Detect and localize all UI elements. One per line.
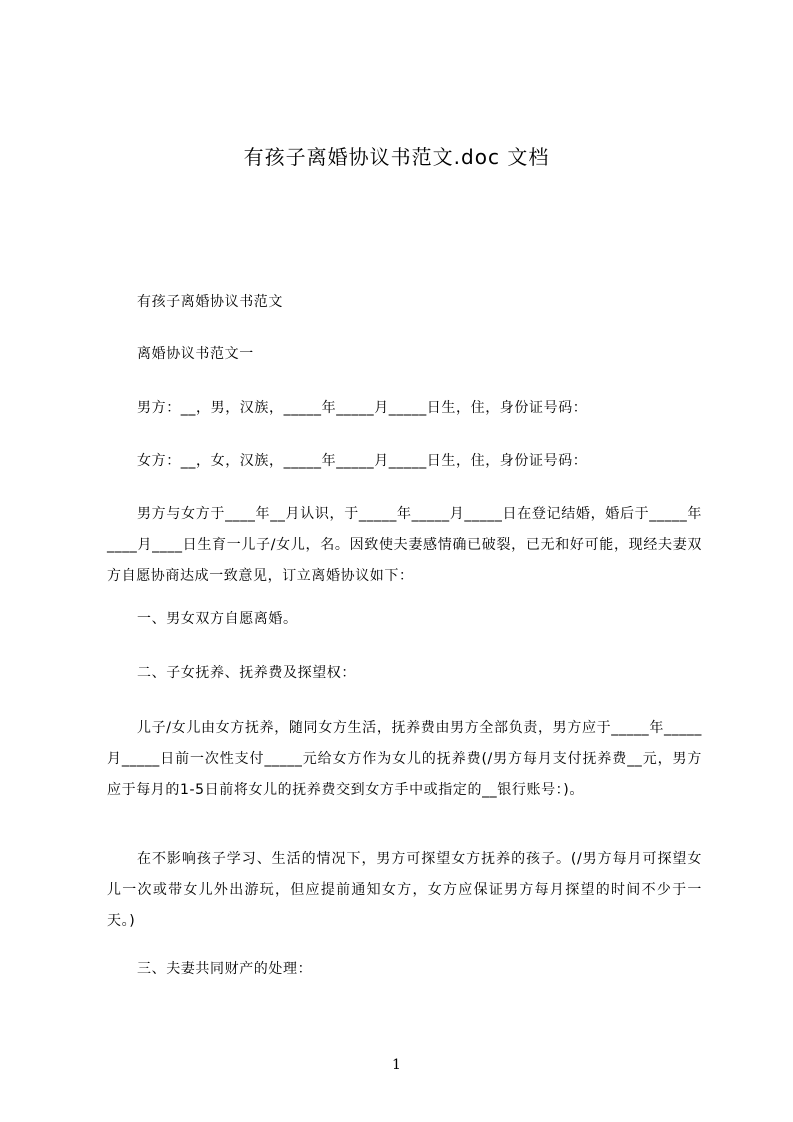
marriage-background-paragraph: 男方与女方于____年__月认识，于_____年_____月_____日在登记结婚，婚后于_____年____月____日生育一儿子/女儿，名。因致使夫妻感情确已破裂，已无和好可能，现经夫妻双方自愿协商达成一致意见，订立离婚协议如下： xyxy=(107,506,702,584)
visitation-paragraph: 在不影响孩子学习、生活的情况下，男方可探望女方抚养的孩子。(/男方每月可探望女儿一次或带女儿外出游玩，但应提前通知女方，女方应保证男方每月探望的时间不少于一天。) xyxy=(107,851,702,929)
section-heading: 有孩子离婚协议书范文 xyxy=(137,294,283,310)
child-custody-paragraph: 儿子/女儿由女方抚养，随同女方生活，抚养费由男方全部负责，男方应于_____年_____月_____日前一次性支付_____元给女方作为女儿的抚养费(/男方每月支付抚养费__元，男方应于每月的1-5日前将女儿的抚养费交到女方手中或指定的__银行账号：)。 xyxy=(107,720,702,798)
page-number: 1 xyxy=(392,1057,401,1073)
subsection-heading: 离婚协议书范文一 xyxy=(137,346,254,362)
document-title: 有孩子离婚协议书范文.doc 文档 xyxy=(243,145,550,169)
clause-two-heading: 二、子女抚养、抚养费及探望权： xyxy=(137,665,356,681)
male-party-line: 男方：__，男，汉族，_____年_____月_____日生，住，身份证号码： xyxy=(137,400,588,416)
clause-one: 一、男女双方自愿离婚。 xyxy=(137,611,298,627)
female-party-line: 女方：__，女，汉族，_____年_____月_____日生，住，身份证号码： xyxy=(137,453,588,469)
clause-three-heading: 三、夫妻共同财产的处理： xyxy=(137,961,313,977)
